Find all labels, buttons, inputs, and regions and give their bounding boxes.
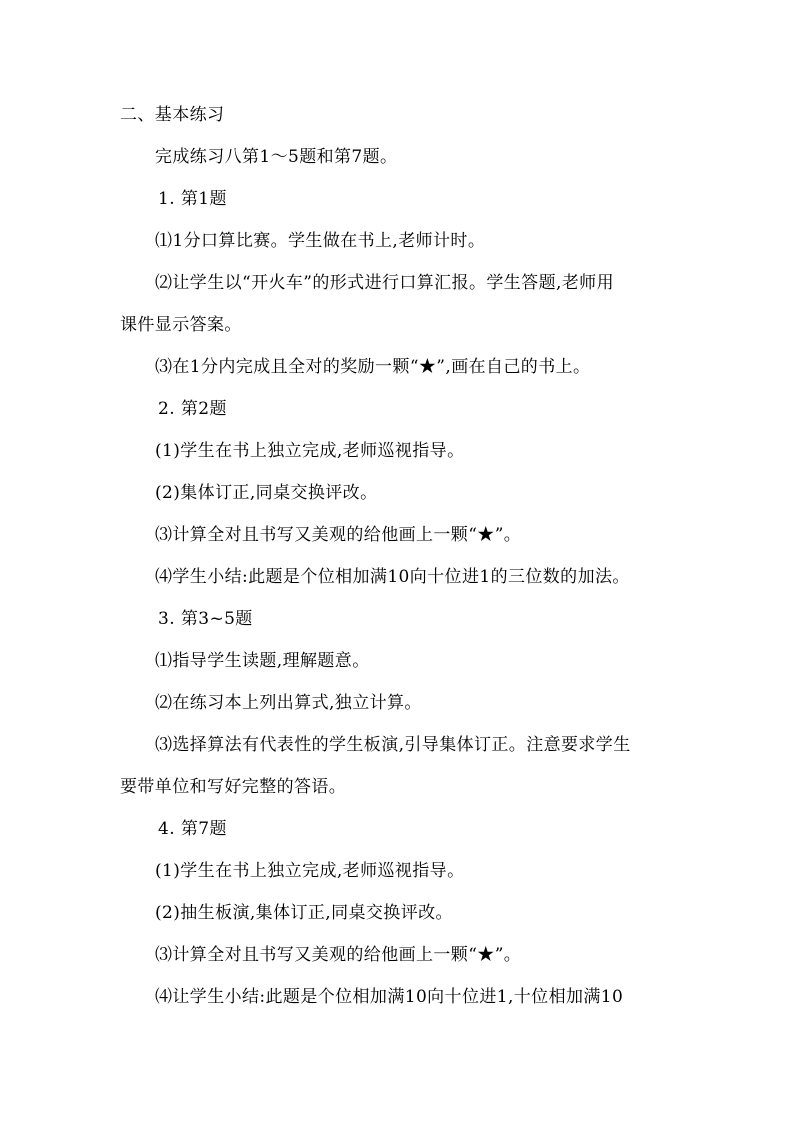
question-3-title: 3. 第3~5题 (158, 609, 253, 629)
question-1-item-1: ⑴1分口算比赛。学生做在书上,老师计时。 (155, 231, 486, 251)
question-4-item-1: (1)学生在书上独立完成,老师巡视指导。 (155, 861, 465, 881)
intro-paragraph: 完成练习八第1～5题和第7题。 (155, 147, 398, 167)
question-4-item-3: ⑶计算全对且书写又美观的给他画上一颗“★”。 (155, 945, 522, 965)
question-1-title: 1. 第1题 (158, 189, 227, 209)
question-3-item-1: ⑴指导学生读题,理解题意。 (155, 651, 370, 671)
question-2-item-4: ⑷学生小结:此题是个位相加满10向十位进1的三位数的加法。 (155, 567, 630, 587)
question-2-title: 2. 第2题 (158, 399, 227, 419)
section-heading: 二、基本练习 (120, 105, 225, 125)
question-3-item-2: ⑵在练习本上列出算式,独立计算。 (155, 693, 422, 713)
question-2-item-1: (1)学生在书上独立完成,老师巡视指导。 (155, 441, 465, 461)
question-2-item-2: (2)集体订正,同桌交换评改。 (155, 483, 378, 503)
question-3-item-3-continued: 要带单位和写好完整的答语。 (120, 777, 347, 797)
question-1-item-2: ⑵让学生以“开火车”的形式进行口算汇报。学生答题,老师用 (155, 273, 614, 293)
question-1-item-3: ⑶在1分内完成且全对的奖励一颗“★”,画在自己的书上。 (155, 357, 591, 377)
question-2-item-3: ⑶计算全对且书写又美观的给他画上一颗“★”。 (155, 525, 522, 545)
question-4-item-2: (2)抽生板演,集体订正,同桌交换评改。 (155, 903, 453, 923)
question-4-title: 4. 第7题 (158, 819, 227, 839)
question-3-item-3: ⑶选择算法有代表性的学生板演,引导集体订正。注意要求学生 (155, 735, 631, 755)
question-4-item-4: ⑷让学生小结:此题是个位相加满10向十位进1,十位相加满10 (155, 987, 624, 1007)
question-1-item-2-continued: 课件显示答案。 (120, 315, 242, 335)
